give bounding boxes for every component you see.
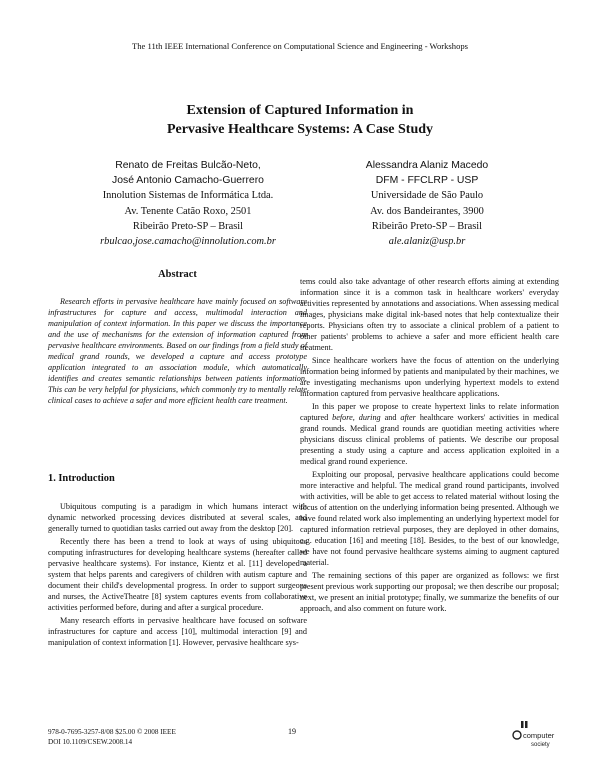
abstract-paragraph: Research efforts in pervasive healthcare have mainly focused on software infrastructures for capture and access, multimodal interaction and manipulation of context information. In this paper we discuss the importance and the use of mechanisms for the extension of information captured from pervasive healthcare environments. Based on our findings from a field study of medical grand rounds, we developed a capture and access prototype application integrated to an association module, which automatically identifies and creates semantic relationships between patients information. This can be very helpful for physicians, which commonly try to mentally relate clinical cases to achieve a safer and more efficient health care treatment. bbox=[48, 297, 307, 406]
p2-comma: , bbox=[352, 413, 359, 423]
right-paragraph-4: The remaining sections of this paper are organized as follows: we first present previous work supporting our proposal; we then describe our proposal; next, we present an initial prototype; finally, we summarize the benefits of our approach, and also comment on future work. bbox=[300, 571, 559, 614]
author-block-1 bbox=[38, 158, 338, 249]
author2-org: Universidade de São Paulo bbox=[370, 190, 484, 202]
footer-isbn: 978-0-7695-3257-8/08 $25.00 © 2008 IEEE bbox=[48, 728, 176, 736]
author2-city: Ribeirão Preto-SP – Brasil bbox=[371, 220, 483, 232]
abstract-heading: Abstract bbox=[158, 269, 197, 280]
author2-dept: DFM - FFCLRP - USP bbox=[375, 175, 479, 187]
p2-during: during bbox=[358, 413, 381, 423]
footer-left bbox=[48, 727, 176, 747]
author-block-2 bbox=[318, 158, 536, 249]
intro-paragraph-1: Ubiquitous computing is a paradigm in which humans interact with dynamic networked processing devices distributed at several scales, and generally turned to quotidian tasks carried out away from the desktop [20]. bbox=[48, 502, 307, 534]
p2-text-b: healthcare workers' activities in medical grand rounds. Medical grand rounds are quotidian meeting activities where physicians discuss clinical problems of patients. We describe our proposal presenting a study using a capture and access application exploited in a medical grand round experience. bbox=[300, 413, 559, 467]
author1-city: Ribeirão Preto-SP – Brasil bbox=[132, 220, 244, 232]
right-paragraph-continued: tems could also take advantage of other research efforts aiming at extending information since it is a common task in healthcare workers' everyday activities represented by annotations and associations. When assessing medical images, physicians make digital ink-based notes that help contextualize their reports. Physicians often try to associate a clinical problem of a patient to other patients' problems to achieve a safer and more efficient health care treatment. bbox=[300, 277, 559, 353]
author2-address: Av. dos Bandeirantes, 3900 bbox=[370, 205, 484, 217]
right-paragraph-1: Since healthcare workers have the focus of attention on the underlying information being informed by patients and manipulated by their machines, we are investigating mechanisms upon underlying hypertext models to extend information captured from pervasive healthcare applications. bbox=[300, 356, 559, 399]
author1-email: rbulcao,jose.camacho@innolution.com.br bbox=[100, 236, 276, 248]
computer-society-logo-icon bbox=[509, 719, 557, 749]
p2-before: before bbox=[332, 413, 353, 423]
author1-names-line1: Renato de Freitas Bulcão-Neto, bbox=[115, 160, 261, 171]
author1-org: Innolution Sistemas de Informática Ltda. bbox=[102, 190, 274, 202]
right-paragraph-2 bbox=[300, 401, 559, 467]
page-number: 19 bbox=[288, 727, 296, 736]
svg-text:computer: computer bbox=[523, 731, 555, 740]
conference-header: The 11th IEEE International Conference on Computational Science and Engineering - Workshops bbox=[131, 41, 469, 51]
title-line-2: Pervasive Healthcare Systems: A Case Study bbox=[166, 122, 434, 137]
right-column-body bbox=[300, 276, 559, 614]
footer-doi: DOI 10.1109/CSEW.2008.14 bbox=[48, 738, 133, 746]
author2-name: Alessandra Alaniz Macedo bbox=[365, 160, 489, 171]
paper-title bbox=[0, 101, 600, 139]
introduction-body bbox=[48, 501, 307, 648]
p2-and: and bbox=[380, 413, 401, 423]
abstract-body bbox=[48, 296, 307, 406]
p2-text-a: In this paper we propose to create hypertext links to relate information captured bbox=[300, 402, 559, 423]
svg-text:society: society bbox=[531, 742, 550, 748]
author1-names-line2: José Antonio Camacho-Guerrero bbox=[112, 175, 264, 187]
section-heading-introduction: 1. Introduction bbox=[48, 473, 115, 484]
author2-email: ale.alaniz@usp.br bbox=[388, 236, 466, 248]
p2-after: after bbox=[400, 413, 416, 423]
title-line-1: Extension of Captured Information in bbox=[186, 103, 414, 118]
author1-address: Av. Tenente Catão Roxo, 2501 bbox=[124, 205, 252, 217]
intro-paragraph-2: Recently there has been a trend to look at ways of using ubiquitous computing infrastructures for developing healthcare systems (hereafter called pervasive healthcare systems). For instance, Kientz et al. [11] developed a system that helps parents and caregivers of children with autism capture and document their child's developmental progress. In order to support surgeons and nurses, the ActiveTheatre [8] system captures events from collaborative activities performed before, during and after a surgical procedure. bbox=[48, 537, 307, 613]
right-paragraph-3: Exploiting our proposal, pervasive healthcare applications could become more interactive and helpful. The medical grand round participants, involved with activities, will be able to get access to related material without losing the focus of attention on the underlying information being presented. Although we have found related work also implementing an underlying hypertext model for captured information retrieval purposes, they are deployed in other domains, e.g. education [16] and meeting [18]. Besides, to the best of our knowledge, we have not found pervasive healthcare systems aiming to augment captured material. bbox=[300, 470, 559, 568]
intro-paragraph-3: Many research efforts in pervasive healthcare have focused on software infrastructures for capture and access [10], multimodal interaction [9] and manipulation of context information [1]. However, pervasive healthcare sys- bbox=[48, 616, 307, 648]
